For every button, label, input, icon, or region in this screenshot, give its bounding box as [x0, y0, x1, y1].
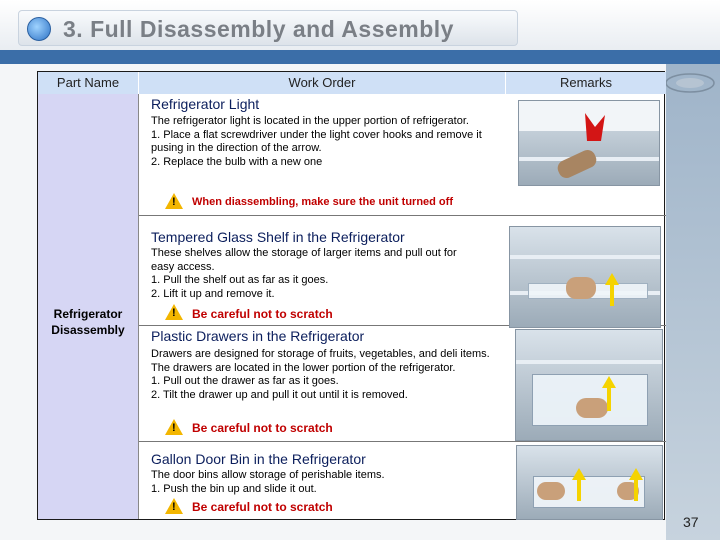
section-divider — [139, 441, 666, 442]
photo-refrigerator-light — [518, 100, 660, 186]
decorative-band — [666, 64, 720, 540]
photo-glass-shelf — [509, 226, 661, 328]
brand-logo — [664, 72, 716, 94]
warning-door-bin: Be careful not to scratch — [192, 500, 333, 514]
section-text-drawers: Drawers are designed for storage of fruits, vegetables, and deli items. The drawers are located in the lower portion of the refrigerator. 1. Pull out the drawer as far as it goes. 2. Tilt the drawer up and pull it out until it is removed. — [151, 348, 490, 401]
title-globe-icon — [27, 17, 51, 41]
section-text-glass-shelf: These shelves allow the storage of larger items and pull out for easy access. 1. Pull the shelf out as far as it goes. 2. Lift it up and remove it. — [151, 247, 457, 300]
warning-drawers: Be careful not to scratch — [192, 421, 333, 435]
section-text-door-bin: The door bins allow storage of perishable items. 1. Push the bin up and slide it out. — [151, 469, 385, 495]
work-order-table — [37, 71, 665, 520]
header-stripe — [0, 50, 720, 64]
title-box — [18, 10, 518, 46]
page-number: 37 — [683, 514, 699, 530]
photo-door-bin — [516, 445, 663, 520]
section-title-light: Refrigerator Light — [151, 96, 260, 112]
part-name: Refrigerator Disassembly — [51, 307, 125, 337]
warning-icon — [165, 498, 183, 514]
red-arrow-icon — [581, 111, 609, 147]
section-title-door-bin: Gallon Door Bin in the Refrigerator — [151, 451, 366, 467]
arrow-stem — [577, 479, 581, 501]
photo-plastic-drawers — [515, 329, 663, 441]
header-work-order: Work Order — [139, 72, 505, 94]
header-remarks: Remarks — [506, 72, 666, 94]
section-title-glass-shelf: Tempered Glass Shelf in the Refrigerator — [151, 229, 405, 245]
top-bar — [0, 0, 720, 50]
arrow-stem — [610, 284, 614, 306]
page-title: 3. Full Disassembly and Assembly — [63, 16, 454, 42]
arrow-stem — [634, 479, 638, 501]
warning-icon — [165, 419, 183, 435]
header-part-name: Part Name — [38, 72, 138, 94]
section-title-drawers: Plastic Drawers in the Refrigerator — [151, 328, 365, 344]
warning-light: When diassembling, make sure the unit turned off — [192, 196, 453, 208]
warning-icon — [165, 304, 183, 320]
warning-icon — [165, 193, 183, 209]
section-divider — [139, 215, 666, 216]
warning-glass-shelf: Be careful not to scratch — [192, 307, 333, 321]
part-column — [38, 94, 139, 519]
section-text-light: The refrigerator light is located in the upper portion of refrigerator. 1. Place a flat screwdriver under the light cover hooks and remove it pusing in the direction of the arrow. 2. Replace the bulb with a new one — [151, 115, 482, 168]
arrow-stem — [607, 387, 611, 411]
